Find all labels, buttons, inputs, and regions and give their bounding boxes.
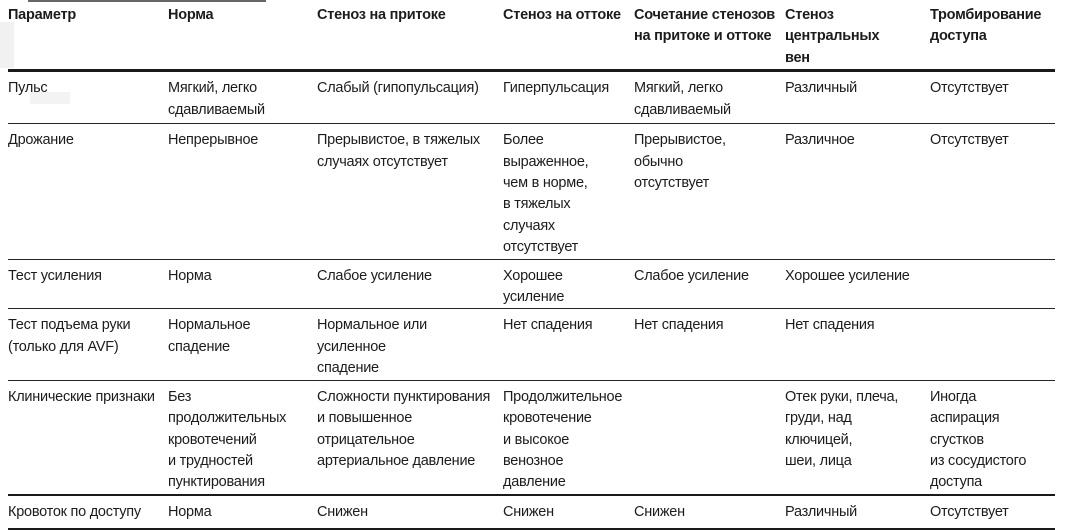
column-header-norm: Норма	[168, 0, 317, 71]
column-header-central-vein-stenosis: Стеноз центральных вен	[785, 0, 930, 71]
table-cell: Мягкий, легко сдавливаемый	[634, 71, 785, 124]
table-cell: Слабое усиление	[634, 259, 785, 309]
table-row-pulse	[8, 71, 1055, 124]
header-row	[8, 0, 1055, 71]
table-cell: Различный	[785, 71, 930, 124]
table-cell	[930, 309, 1055, 380]
table-cell: Норма	[168, 259, 317, 309]
row-header-clinical-signs: Клинические признаки	[8, 380, 168, 495]
table-cell: Без продолжительных кровотечений и трудностей пунктирования	[168, 380, 317, 495]
column-header-outflow-stenosis: Стеноз на оттоке	[503, 0, 634, 71]
row-header-thrill: Дрожание	[8, 124, 168, 259]
table-cell: Хорошее усиление	[785, 259, 930, 309]
table-cell: Слабый (гипопульсация)	[317, 71, 503, 124]
table-row-augmentation-test	[8, 259, 1055, 309]
column-header-inflow-stenosis: Стеноз на притоке	[317, 0, 503, 71]
table-cell: Непрерывное	[168, 124, 317, 259]
table-cell: Нормальное спадение	[168, 309, 317, 380]
row-header-augmentation-test: Тест усиления	[8, 259, 168, 309]
table-cell	[930, 259, 1055, 309]
table-cell: Снижен	[317, 495, 503, 529]
table-cell: Прерывистое, в тяжелых случаях отсутствует	[317, 124, 503, 259]
table-cell: Отсутствует	[930, 495, 1055, 529]
row-header-arm-elevation-test: Тест подъема руки (только для AVF)	[8, 309, 168, 380]
table-cell	[634, 380, 785, 495]
table-cell: Хорошее усиление	[503, 259, 634, 309]
table-cell: Отсутствует	[930, 71, 1055, 124]
table-cell: Нет спадения	[634, 309, 785, 380]
table-cell: Снижен	[503, 495, 634, 529]
table-cell: Гиперпульсация	[503, 71, 634, 124]
table-cell: Отек руки, плеча, груди, над ключицей, шеи, лица	[785, 380, 930, 495]
table-row-thrill	[8, 124, 1055, 259]
table-cell: Продолжительное кровотечение и высокое венозное давление	[503, 380, 634, 495]
column-header-combined-stenosis: Сочетание стенозов на притоке и оттоке	[634, 0, 785, 71]
table-cell: Слабое усиление	[317, 259, 503, 309]
column-header-parameter: Параметр	[8, 0, 168, 71]
table-cell: Отсутствует	[930, 124, 1055, 259]
table-row-access-blood-flow	[8, 495, 1055, 529]
table-cell: Иногда аспирация сгустков из сосудистого доступа	[930, 380, 1055, 495]
table-cell: Нормальное или усиленное спадение	[317, 309, 503, 380]
table-cell: Нет спадения	[785, 309, 930, 380]
table-row-clinical-signs	[8, 380, 1055, 495]
row-header-pulse: Пульс	[8, 71, 168, 124]
table-cell: Мягкий, легко сдавливаемый	[168, 71, 317, 124]
table-cell: Снижен	[634, 495, 785, 529]
table-row-arm-elevation-test	[8, 309, 1055, 380]
vascular-access-parameters-table	[8, 0, 1055, 530]
row-header-access-blood-flow: Кровоток по доступу	[8, 495, 168, 529]
column-header-access-thrombosis: Тромбирование доступа	[930, 0, 1055, 71]
table-cell: Прерывистое, обычно отсутствует	[634, 124, 785, 259]
table-cell: Различное	[785, 124, 930, 259]
table-cell: Нет спадения	[503, 309, 634, 380]
table-cell: Различный	[785, 495, 930, 529]
table-cell: Норма	[168, 495, 317, 529]
table-cell: Сложности пунктирования и повышенное отрицательное артериальное давление	[317, 380, 503, 495]
table-cell: Более выраженное, чем в норме, в тяжелых случаях отсутствует	[503, 124, 634, 259]
